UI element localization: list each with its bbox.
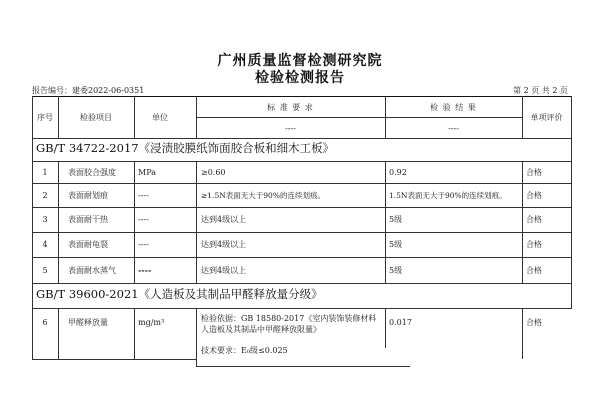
test-basis: 检验依据：GB 18580-2017《室内装饰装修材料 人造板及其制品中甲醛释放限量》 bbox=[201, 314, 377, 334]
section-title: GB/T 34722-2017《浸渍胶膜纸饰面胶合板和细木工板》 bbox=[36, 141, 335, 155]
row-seq: 1 bbox=[42, 168, 48, 177]
grid-line bbox=[196, 161, 197, 283]
grid-line bbox=[522, 161, 523, 283]
row-result: 0.017 bbox=[389, 318, 412, 327]
grid-line bbox=[571, 96, 572, 308]
tech-requirement: 技术要求：E₀级≤0.025 bbox=[201, 346, 288, 355]
row-req: 达到4级以上 bbox=[201, 215, 247, 224]
row-result: 5级 bbox=[389, 240, 403, 249]
row-item: 表面耐干热 bbox=[68, 215, 108, 224]
grid-line bbox=[32, 359, 196, 360]
row-unit: ---- bbox=[138, 240, 149, 249]
grid-line bbox=[32, 161, 572, 162]
grid-line bbox=[32, 96, 572, 97]
row-seq: 6 bbox=[42, 318, 48, 327]
col-header-std-dash: ---- bbox=[285, 124, 296, 133]
row-item: 表面胶合强度 bbox=[68, 168, 116, 177]
row-result: 5级 bbox=[389, 215, 403, 224]
col-header-std-req: 标 准 要 求 bbox=[267, 103, 314, 112]
col-header-eval: 单项评价 bbox=[530, 113, 563, 122]
grid-line bbox=[196, 308, 197, 366]
grid-line bbox=[385, 161, 386, 283]
row-eval: 合格 bbox=[526, 168, 542, 177]
report-title: 检验检测报告 bbox=[255, 70, 345, 86]
row-unit: MPa bbox=[138, 168, 156, 177]
page-indicator: 第 2 页 共 2 页 bbox=[513, 86, 568, 95]
col-header-result: 检 验 结 果 bbox=[430, 103, 477, 112]
row-result: 1.5N表面无大于90%的连续划痕。 bbox=[389, 191, 507, 200]
row-unit: mg/m³ bbox=[138, 318, 165, 327]
row-req: ≥0.60 bbox=[201, 168, 226, 177]
row-eval: 合格 bbox=[526, 266, 542, 275]
row-req: ≥1.5N表面无大于90%的连续划痕。 bbox=[201, 191, 325, 200]
grid-line bbox=[32, 257, 572, 258]
row-item: 表面耐水蒸气 bbox=[68, 266, 116, 275]
grid-line bbox=[196, 117, 522, 118]
row-seq: 5 bbox=[42, 266, 48, 275]
col-header-item: 检验项目 bbox=[80, 113, 112, 122]
grid-line bbox=[32, 138, 572, 139]
col-header-unit: 单位 bbox=[152, 113, 168, 122]
row-req: 达到4级以上 bbox=[201, 266, 247, 275]
row-result: 0.92 bbox=[389, 168, 407, 177]
row-seq: 4 bbox=[42, 240, 48, 249]
grid-line bbox=[134, 161, 135, 283]
row-eval: 合格 bbox=[526, 318, 542, 327]
row-unit: ---- bbox=[138, 191, 149, 200]
row-item: 甲醛释放量 bbox=[68, 318, 108, 327]
grid-line bbox=[32, 183, 572, 184]
section-title: GB/T 39600-2021《人造板及其制品甲醛释放量分级》 bbox=[36, 287, 323, 301]
grid-line bbox=[58, 308, 59, 359]
grid-line bbox=[134, 308, 135, 359]
grid-line bbox=[32, 207, 572, 208]
grid-line bbox=[58, 161, 59, 283]
report-number: 报告编号：建委2022-06-0351 bbox=[32, 86, 145, 95]
row-unit: ---- bbox=[138, 215, 149, 224]
grid-line bbox=[32, 232, 572, 233]
grid-line bbox=[196, 366, 410, 367]
grid-line bbox=[32, 308, 572, 309]
grid-line bbox=[522, 308, 523, 359]
row-seq: 2 bbox=[42, 191, 48, 200]
col-header-result-dash: ---- bbox=[448, 124, 459, 133]
grid-line bbox=[134, 96, 135, 138]
institute-name: 广州质量监督检测研究院 bbox=[217, 53, 383, 69]
row-seq: 3 bbox=[42, 215, 48, 224]
row-eval: 合格 bbox=[526, 215, 542, 224]
col-header-seq: 序号 bbox=[37, 113, 53, 122]
row-req: 达到4级以上 bbox=[201, 240, 247, 249]
row-eval: 合格 bbox=[526, 240, 542, 249]
row-item: 表面耐划痕 bbox=[68, 191, 108, 200]
grid-line bbox=[32, 283, 572, 284]
row-unit: ---- bbox=[138, 265, 152, 275]
grid-line bbox=[385, 308, 386, 348]
row-item: 表面耐龟裂 bbox=[68, 240, 108, 249]
row-eval: 合格 bbox=[526, 191, 542, 200]
row-result: 5级 bbox=[389, 266, 403, 275]
